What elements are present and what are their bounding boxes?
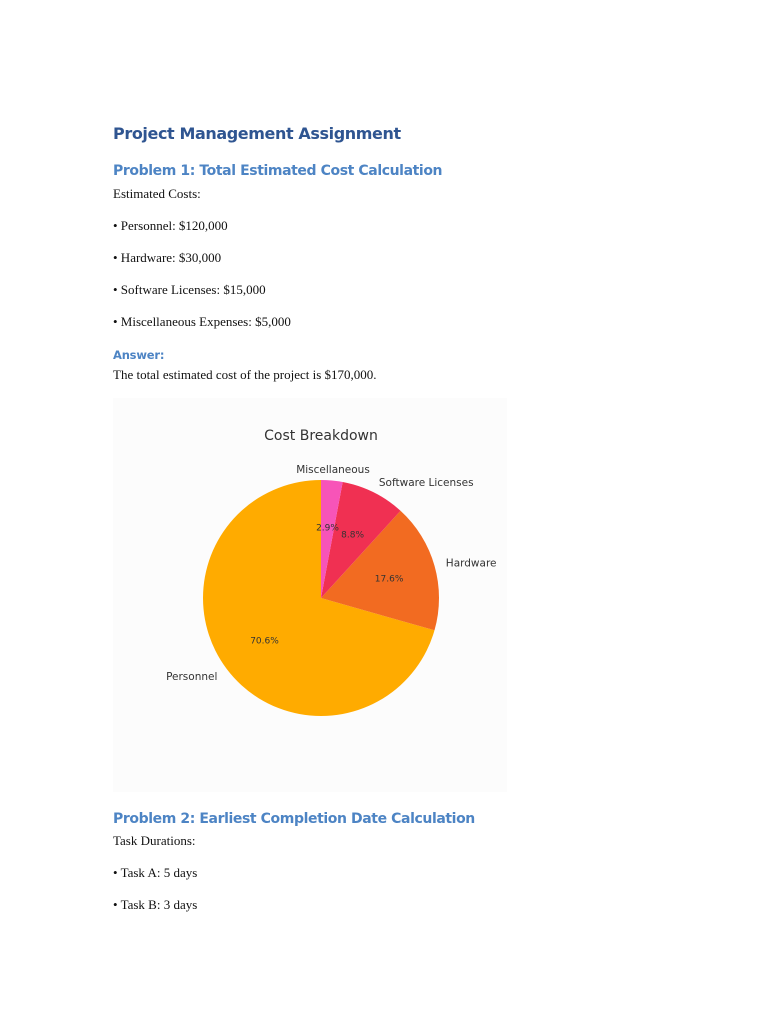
problem-1-intro: Estimated Costs: [113, 186, 201, 201]
pie-chart-svg [113, 398, 507, 792]
slice-label-personnel: Personnel [166, 671, 218, 684]
problem-1-heading: Problem 1: Total Estimated Cost Calculation [113, 163, 443, 179]
slice-label-miscellaneous: Miscellaneous [296, 463, 370, 476]
answer-label: Answer: [113, 348, 165, 362]
chart-title: Cost Breakdown [264, 428, 378, 444]
task-item-b: • Task B: 3 days [113, 897, 198, 912]
cost-breakdown-chart [113, 398, 507, 792]
slice-percent-miscellaneous: 2.9% [316, 523, 339, 534]
slice-percent-hardware: 17.6% [374, 574, 404, 585]
cost-item-personnel: • Personnel: $120,000 [113, 218, 228, 233]
task-item-a: • Task A: 5 days [113, 865, 198, 880]
slice-label-software-licenses: Software Licenses [378, 476, 474, 489]
problem-2-heading: Problem 2: Earliest Completion Date Calculation [113, 811, 475, 827]
cost-item-miscellaneous: • Miscellaneous Expenses: $5,000 [113, 314, 291, 329]
pie-slices-group [203, 480, 439, 716]
document-title: Project Management Assignment [113, 124, 401, 143]
slice-percent-software-licenses: 8.8% [341, 530, 365, 541]
cost-item-hardware: • Hardware: $30,000 [113, 250, 222, 265]
answer-text: The total estimated cost of the project is $170,000. [113, 367, 377, 382]
problem-2-intro: Task Durations: [113, 833, 196, 848]
slice-percent-personnel: 70.6% [250, 636, 279, 647]
slice-label-hardware: Hardware [445, 557, 497, 570]
cost-item-software-licenses: • Software Licenses: $15,000 [113, 282, 266, 297]
